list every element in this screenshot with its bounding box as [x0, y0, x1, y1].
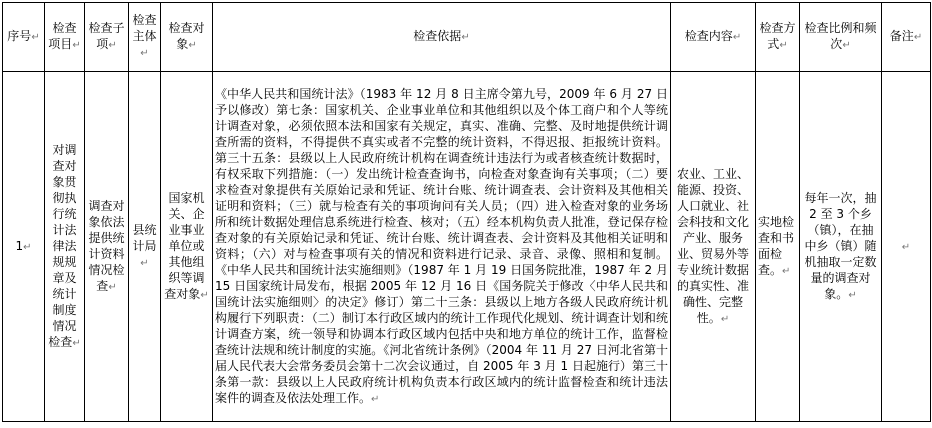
header-remark: 备注↵ — [882, 3, 931, 72]
cell-subject: 县统计局↵ — [129, 72, 161, 422]
cell-subitem: 调查对象依法提供统计资料情况检查↵ — [85, 72, 129, 422]
header-basis: 检查依据↵ — [213, 3, 671, 72]
header-object: 检查对象↵ — [161, 3, 213, 72]
cell-seq: 1↵ — [3, 72, 45, 422]
inspection-table — [2, 2, 931, 422]
cell-basis: 《中华人民共和国统计法》（1983 年 12 月 8 日主席令第九号，2009 年 6 月 27 日予以修改）第七条：国家机关、企业事业单位和其他组织以及个体工商户和个人等统计调查对象，必须依照本法和国家有关规定，真实、准确、完整、及时地提供统计调查所需的资料，不得提供不真实或者不完整的统计资料，不得迟报、拒报统计资料。第三十五条：县级以上人民政府统计机构在调查统计违法行为或者核查统计数据时，有权采取下列措施：（一）发出统计检查查询书，向检查对象查询有关事项；（二）要求检查对象提供有关原始记录和凭证、统计台账、统计调查表、会计资料及其他相关证明和资料；（三）就与检查有关的事项询问有关人员；（四）进入检查对象的业务场所和统计数据处理信息系统进行检查、核对；（五）经本机构负责人批准，登记保存检查对象的有关原始记录和凭证、统计台账、统计调查表、会计资料及其他相关证明和资料；（六）对与检查事项有关的情况和资料进行记录、录音、录像、照相和复制。《中华人民共和国统计法实施细则》（1987 年 1 月 19 日国务院批准，1987 年 2 月 15 日国家统计局发布，根据 2005 年 12 月 16 日《国务院关于修改〈中华人民共和国统计法实施细则〉的决定》修订）第二十三条：县级以上地方各级人民政府统计机构履行下列职责：（二）制订本行政区域内的统计工作现代化规划、统计调查计划和统计调查方案，统一领导和协调本行政区域内包括中央和地方单位的统计工作，监督检查统计法规和统计制度的实施。《河北省统计条例》（2004 年 11 月 27 日河北省第十届人民代表大会常务委员会第十二次会议通过，自 2005 年 3 月 1 日起施行）第三十条第一款：县级以上人民政府统计机构负责本行政区域内的统计监督检查和统计违法案件的调查及依法处理工作。↵ — [213, 72, 671, 422]
header-subject: 检查主体↵ — [129, 3, 161, 72]
cell-remark: ↵ — [882, 72, 931, 422]
header-subitem: 检查子项↵ — [85, 3, 129, 72]
cell-method: 实地检查和书面检查。↵ — [756, 72, 800, 422]
cell-content: 农业、工业、能源、投资、人口就业、社会科技和文化产业、服务业、贸易外等专业统计数据的真实性、准确性、完整性。↵ — [671, 72, 756, 422]
header-ratio: 检查比例和频次↵ — [800, 3, 882, 72]
header-row — [3, 3, 931, 72]
cell-object: 国家机关、企业事业单位或其他组织等调查对象↵ — [161, 72, 213, 422]
cell-item: 对调查对象贯彻执行统计法律法规规章及统计制度情况检查↵ — [45, 72, 85, 422]
header-content: 检查内容↵ — [671, 3, 756, 72]
cell-ratio: 每年一次，抽 2 至 3 个乡（镇），在抽中乡（镇）随机抽取一定数量的调查对象。↵ — [800, 72, 882, 422]
header-item: 检查项目↵ — [45, 3, 85, 72]
header-seq: 序号↵ — [3, 3, 45, 72]
header-method: 检查方式↵ — [756, 3, 800, 72]
table-row — [3, 72, 931, 422]
